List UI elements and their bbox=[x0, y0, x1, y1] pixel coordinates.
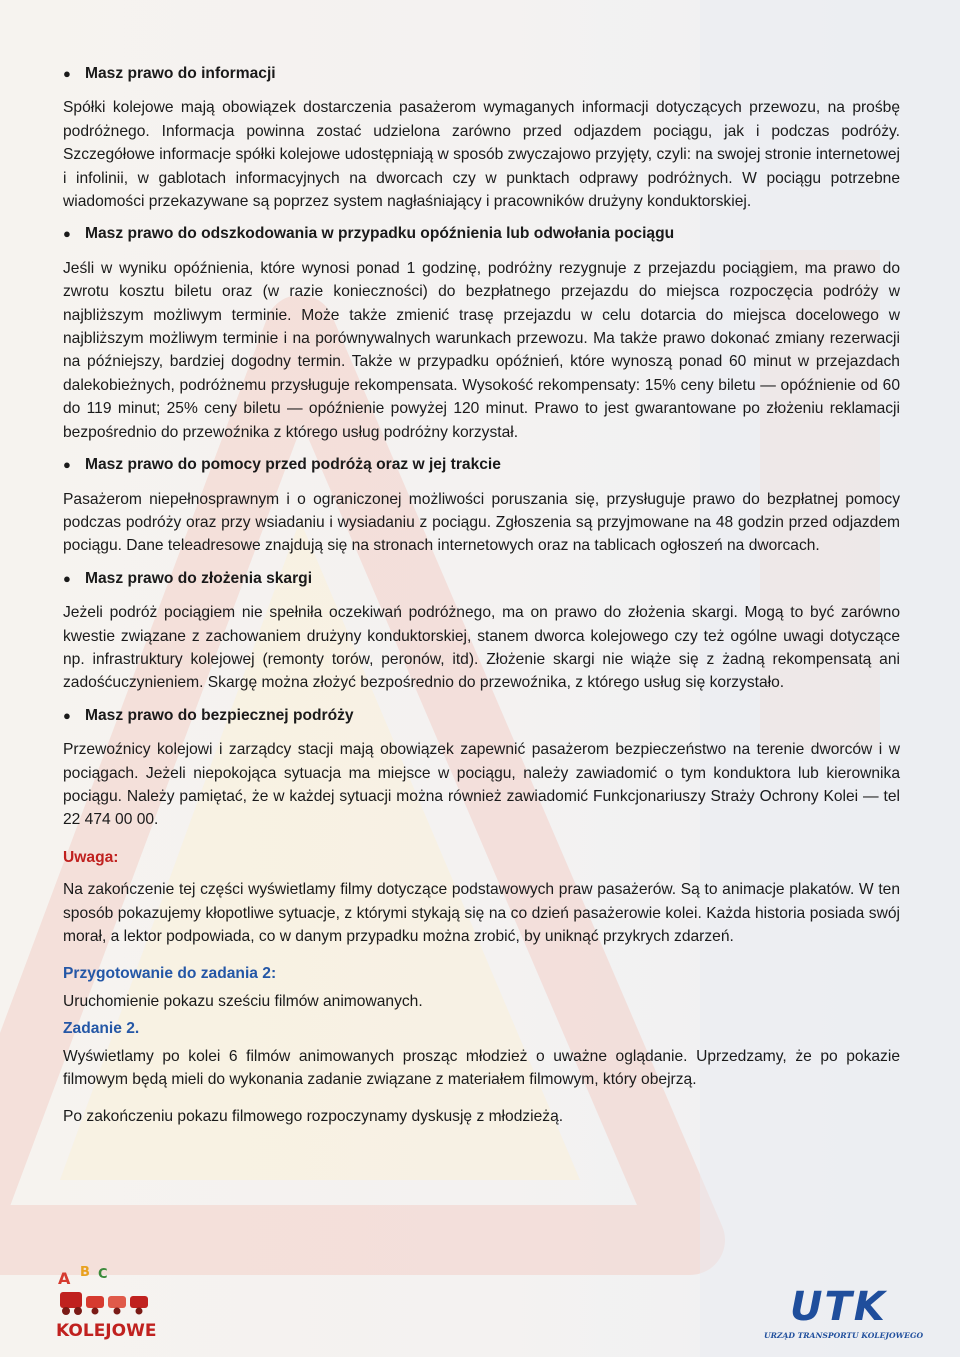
logo-word: KOLEJOWE bbox=[56, 1321, 157, 1341]
closing-text: Po zakończeniu pokazu filmowego rozpoczynamy dyskusję z młodzieżą. bbox=[63, 1108, 564, 1126]
section-paragraph-safety: Przewoźnicy kolejowi i zarządcy stacji mają obowiązek zapewnić pasażerom bezpieczeństwo na terenie dworców i w pociągach. Jeżeli niepokojąca sytuacja ma miejsce w pociągu, należy zawiadomić o tym konduktora lub kierownika pociągu. Należy pamiętać, że w każdej sytuacji można również zawiadomić Funkcjonariuszy Straży Ochrony Kolei — tel 22 474 00 00. bbox=[63, 741, 900, 829]
section-heading-safety: ● Masz prawo do bezpiecznej podróży bbox=[63, 704, 900, 727]
bullet-icon: ● bbox=[63, 457, 71, 473]
task-text: Wyświetlamy po kolei 6 filmów animowanych prosząc młodzież o uważne oglądanie. Uprzedzamy, że po pokazie filmowym będą mieli do wykonania zadanie związane z materiałem filmowym, który obejrzą. bbox=[63, 1047, 900, 1089]
section-heading-compensation: ● Masz prawo do odszkodowania w przypadku opóźnienia lub odwołania pociągu bbox=[63, 222, 900, 245]
note-label: Uwaga: bbox=[63, 848, 119, 866]
section-heading-information: ● Masz prawo do informacji bbox=[63, 62, 900, 85]
bullet-icon: ● bbox=[63, 66, 71, 81]
logo-letter-c: C bbox=[98, 1267, 108, 1282]
bullet-icon: ● bbox=[63, 226, 71, 242]
utk-caption: URZĄD TRANSPORTU KOLEJOWEGO bbox=[764, 1331, 924, 1340]
section-heading-complaint: ● Masz prawo do złożenia skargi bbox=[63, 567, 900, 590]
section-paragraph-assistance: Pasażerom niepełnosprawnym i o ograniczonej możliwości poruszania się, przysługuje prawo do bezpłatnej pomocy podczas podróży oraz przy wsiadaniu i wysiadaniu z pociągu. Zgłoszenia są przyjmowane na 48 godzin przed odjazdem pociągu. Dane teleadresowe znajdują się na stronach internetowych oraz na tablicach ogłoszeń na dworcach. bbox=[63, 490, 900, 555]
abc-kolejowe-logo bbox=[52, 1262, 162, 1342]
logo-letter-b: B bbox=[80, 1265, 90, 1280]
document-body bbox=[63, 62, 900, 1129]
bullet-icon: ● bbox=[63, 570, 71, 586]
logo-letter-a: A bbox=[58, 1269, 71, 1288]
preparation-heading: Przygotowanie do zadania 2: bbox=[63, 965, 277, 983]
section-paragraph-information: Spółki kolejowe mają obowiązek dostarczenia pasażerom wymaganych informacji dotyczących przewozu, na prośbę podróżnego. Informacja powinna zostać udzielona zarówno przed odjazdem pociągu, jak i podczas podróży. Szczegółowe informacje spółki kolejowe udostępniają w sposób zwyczajowo przyjęty, czyli: na swojej stronie internetowej i infolinii, w gablotach informacyjnych na dworcach czy w punktach odprawy podróżnych. W pociągu potrzebne wiadomości przekazywane są poprzez system nagłaśniający i pracowników drużyny konduktorskiej. bbox=[63, 99, 900, 211]
note-paragraph: Na zakończenie tej części wyświetlamy filmy dotyczące podstawowych praw pasażerów. Są to animacje plakatów. W ten sposób pokazujemy kłopotliwe sytuacje, z którymi stykają się na co dzień pasażerowie kolei. Każda historia posiada swój morał, a lektor podpowiada, co w danym przypadku można zrobić, by uniknąć przykrych zdarzeń. bbox=[63, 881, 900, 945]
bullet-icon: ● bbox=[63, 707, 71, 723]
utk-mark: UTK bbox=[790, 1284, 887, 1330]
preparation-text: Uruchomienie pokazu sześciu filmów animowanych. bbox=[63, 992, 423, 1010]
section-paragraph-compensation: Jeśli w wyniku opóźnienia, które wynosi ponad 1 godzinę, podróżny rezygnuje z przejazdu pociągiem, ma prawo do zwrotu kosztu biletu oraz (w razie konieczności) do bezpłatnego przejazdu do miejsca rozpoczęcia podróży w najbliższym możliwym terminie. Może także zmienić trasę przejazdu w celu dotarcia do miejsca docelowego w najbliższym możliwym terminie i na porównywalnych warunkach przewozu. Ma także prawo dokonać zmiany rezerwacji na późniejszy, bardziej dogodny termin. Także w przypadku opóźnień, które wynoszą ponad 60 minut w przejazdach dalekobieżnych, podróżnemu przysługuje rekompensata. Wysokość rekompensaty: 15% ceny biletu — opóźnienie od 60 do 119 minut; 25% ceny biletu — opóźnienie powyżej 120 minut. Prawo to jest gwarantowane po złożeniu reklamacji bezpośrednio do przewoźnika z którego usług podróżny korzystał. bbox=[63, 259, 900, 441]
task-heading: Zadanie 2. bbox=[63, 1020, 140, 1038]
section-paragraph-complaint: Jeżeli podróż pociągiem nie spełniła oczekiwań podróżnego, ma on prawo do złożenia skargi. Mogą to być zarówno kwestie związane z zachowaniem drużyny konduktorskiej, stanem dworca kolejowego czy też ogólne uwagi dotyczące np. infrastruktury kolejowej (remonty torów, peronów, itd). Złożenie skargi nie wiąże się z żadną rekompensatą ani zadośćuczynieniem. Skargę można złożyć bezpośrednio do przewoźnika, z którego usług się korzystało. bbox=[63, 604, 900, 692]
utk-logo bbox=[762, 1282, 940, 1342]
section-heading-assistance: ● Masz prawo do pomocy przed podróżą oraz w jej trakcie bbox=[63, 453, 900, 476]
